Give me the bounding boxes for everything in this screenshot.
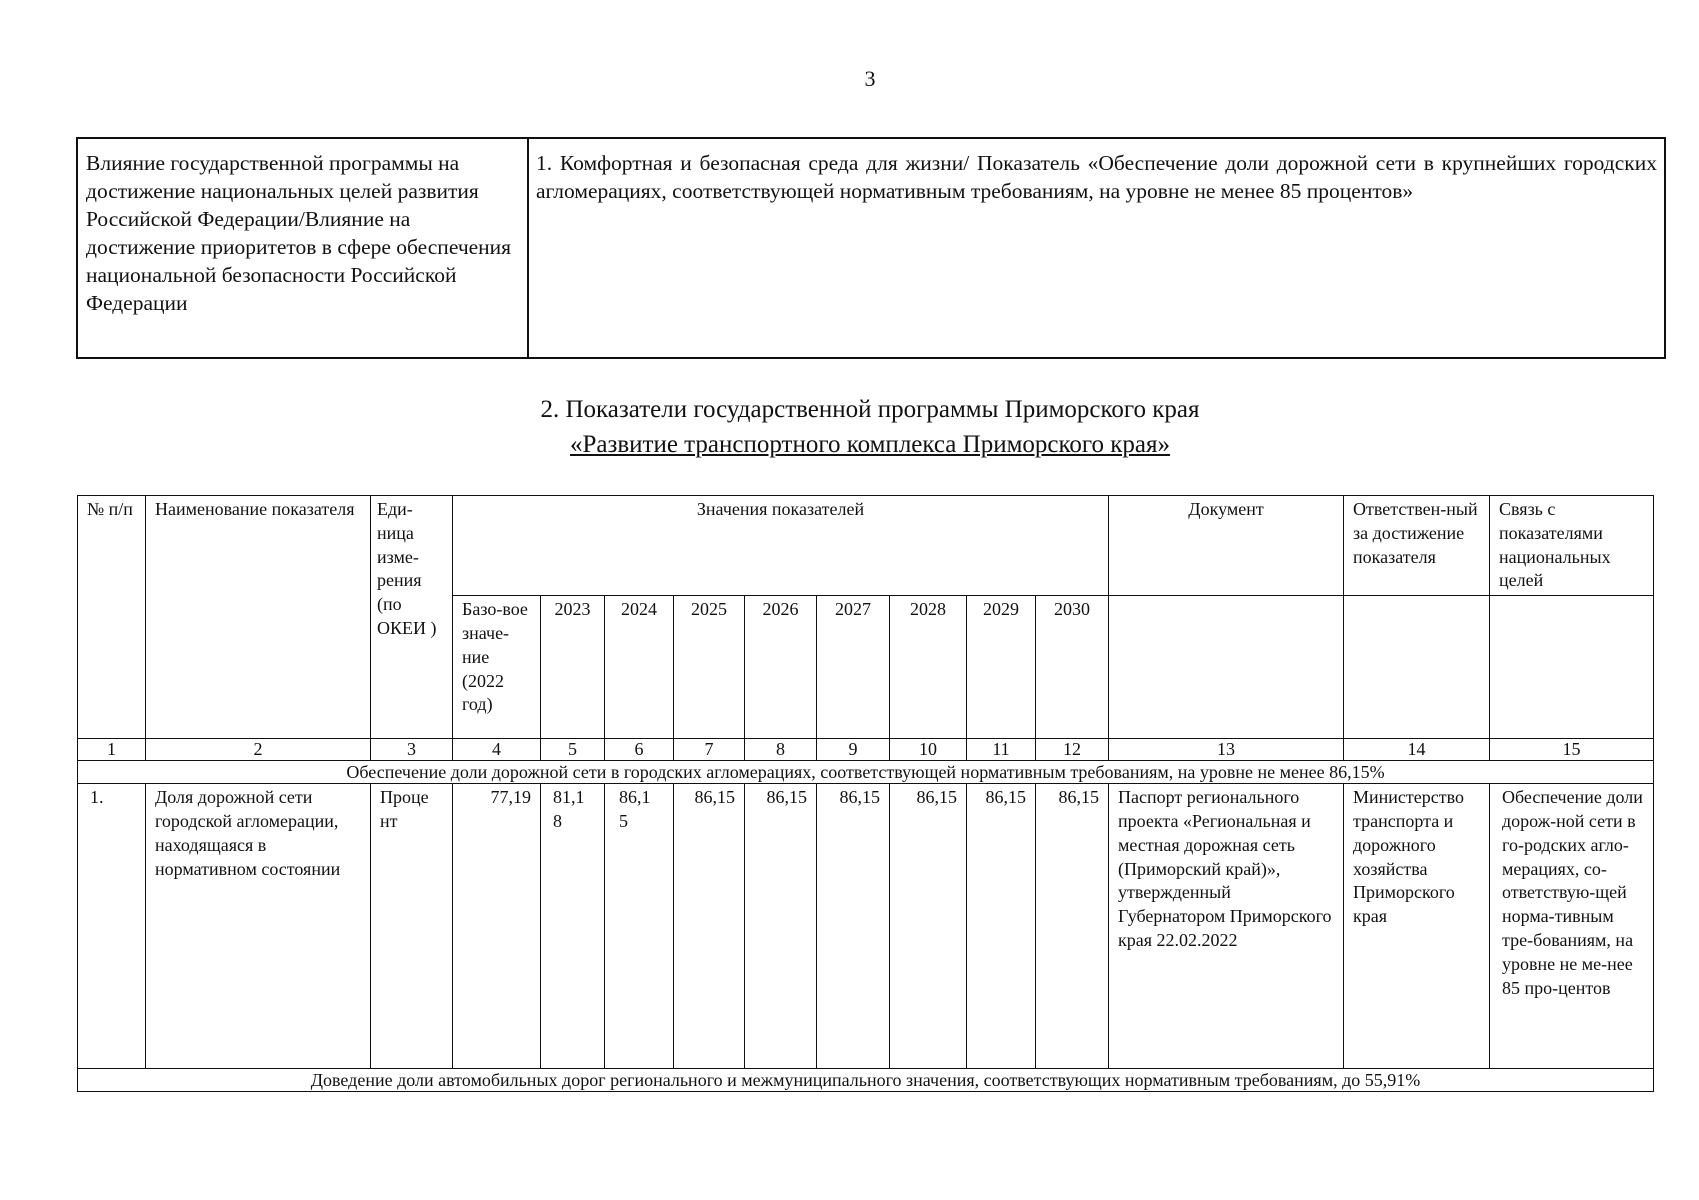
header-doc: Документ xyxy=(1109,496,1344,596)
row-value-2024: 86,1 5 xyxy=(605,784,674,1069)
column-number: 14 xyxy=(1344,739,1490,761)
header-year: 2024 xyxy=(605,596,674,739)
row-value-2023: 81,1 8 xyxy=(541,784,605,1069)
column-number: 6 xyxy=(605,739,674,761)
column-number: 9 xyxy=(817,739,890,761)
influence-value: 1. Комфортная и безопасная среда для жизни/ Показатель «Обеспечение доли дорожной сети в крупнейших городских агломерациях, соответствующей нормативным требованиям, на уровне не менее 85 процентов» xyxy=(536,151,1657,203)
row-value-2029: 86,15 xyxy=(967,784,1036,1069)
header-responsible: Ответствен-ный за достижение показателя xyxy=(1344,496,1490,596)
row-num: 1. xyxy=(78,784,146,1069)
column-number: 11 xyxy=(967,739,1036,761)
group-heading-2: Доведение доли автомобильных дорог регионального и межмуниципального значения, соответствующих нормативным требованиям, до 55,91% xyxy=(78,1069,1654,1092)
influence-table xyxy=(76,137,1666,359)
header-year: 2030 xyxy=(1036,596,1109,739)
header-year: 2025 xyxy=(674,596,745,739)
header-row xyxy=(78,496,1654,596)
column-number: 8 xyxy=(745,739,817,761)
column-number: 5 xyxy=(541,739,605,761)
header-base: Базо-вое значе-ние (2022 год) xyxy=(453,596,541,739)
indicators-table xyxy=(77,495,1654,1092)
row-document: Паспорт регионального проекта «Региональная и местная дорожная сеть (Приморский край)», утвержденный Губернатором Приморского края 22.02.2022 xyxy=(1109,784,1344,1069)
table-row xyxy=(78,784,1654,1069)
header-empty xyxy=(1344,596,1490,739)
row-value-2030: 86,15 xyxy=(1036,784,1109,1069)
group-row xyxy=(78,1069,1654,1092)
row-responsible: Министерство транспорта и дорожного хозяйства Приморского края xyxy=(1344,784,1490,1069)
column-number: 12 xyxy=(1036,739,1109,761)
header-empty xyxy=(1490,596,1654,739)
column-number: 4 xyxy=(453,739,541,761)
influence-label: Влияние государственной программы на достижение национальных целей развития Российской Федерации/Влияние на достижение приоритетов в сфере обеспечения национальной безопасности Российской Федерации xyxy=(78,139,529,357)
row-name: Доля дорожной сети городской агломерации, находящаяся в нормативном состоянии xyxy=(146,784,371,1069)
column-number: 3 xyxy=(371,739,453,761)
header-year: 2023 xyxy=(541,596,605,739)
column-number: 1 xyxy=(78,739,146,761)
column-number: 2 xyxy=(146,739,371,761)
group-row xyxy=(78,761,1654,784)
column-number: 15 xyxy=(1490,739,1654,761)
header-year: 2028 xyxy=(890,596,967,739)
header-name: Наименование показателя xyxy=(146,496,371,739)
column-number: 13 xyxy=(1109,739,1344,761)
row-value-2026: 86,15 xyxy=(745,784,817,1069)
column-number: 7 xyxy=(674,739,745,761)
row-value-2027: 86,15 xyxy=(817,784,890,1069)
row-national-goal-link: Обеспечение доли дорож-ной сети в го-родских агло-мерациях, со-ответствую-щей норма-тивным тре-бованиям, на уровне не ме-нее 85 про-центов xyxy=(1490,784,1654,1069)
header-empty xyxy=(1109,596,1344,739)
header-year: 2027 xyxy=(817,596,890,739)
column-number-row xyxy=(78,739,1654,761)
row-base-value: 77,19 xyxy=(453,784,541,1069)
group-heading-1: Обеспечение доли дорожной сети в городских агломерациях, соответствующей нормативным требованиям, на уровне не менее 86,15% xyxy=(78,761,1654,784)
row-value-2028: 86,15 xyxy=(890,784,967,1069)
section-title: 2. Показатели государственной программы Приморского края xyxy=(540,396,1200,423)
section-subtitle: «Развитие транспортного комплекса Приморского края» xyxy=(569,431,1171,458)
row-value-2025: 86,15 xyxy=(674,784,745,1069)
column-number: 10 xyxy=(890,739,967,761)
header-unit: Еди-ница изме-рения (по ОКЕИ ) xyxy=(371,496,453,739)
page-number: 3 xyxy=(864,66,876,91)
header-year: 2026 xyxy=(745,596,817,739)
header-year: 2029 xyxy=(967,596,1036,739)
header-link: Связь с показателями национальных целей xyxy=(1490,496,1654,596)
row-unit: Проце нт xyxy=(371,784,453,1069)
header-values: Значения показателей xyxy=(453,496,1109,596)
header-num: № п/п xyxy=(78,496,146,739)
